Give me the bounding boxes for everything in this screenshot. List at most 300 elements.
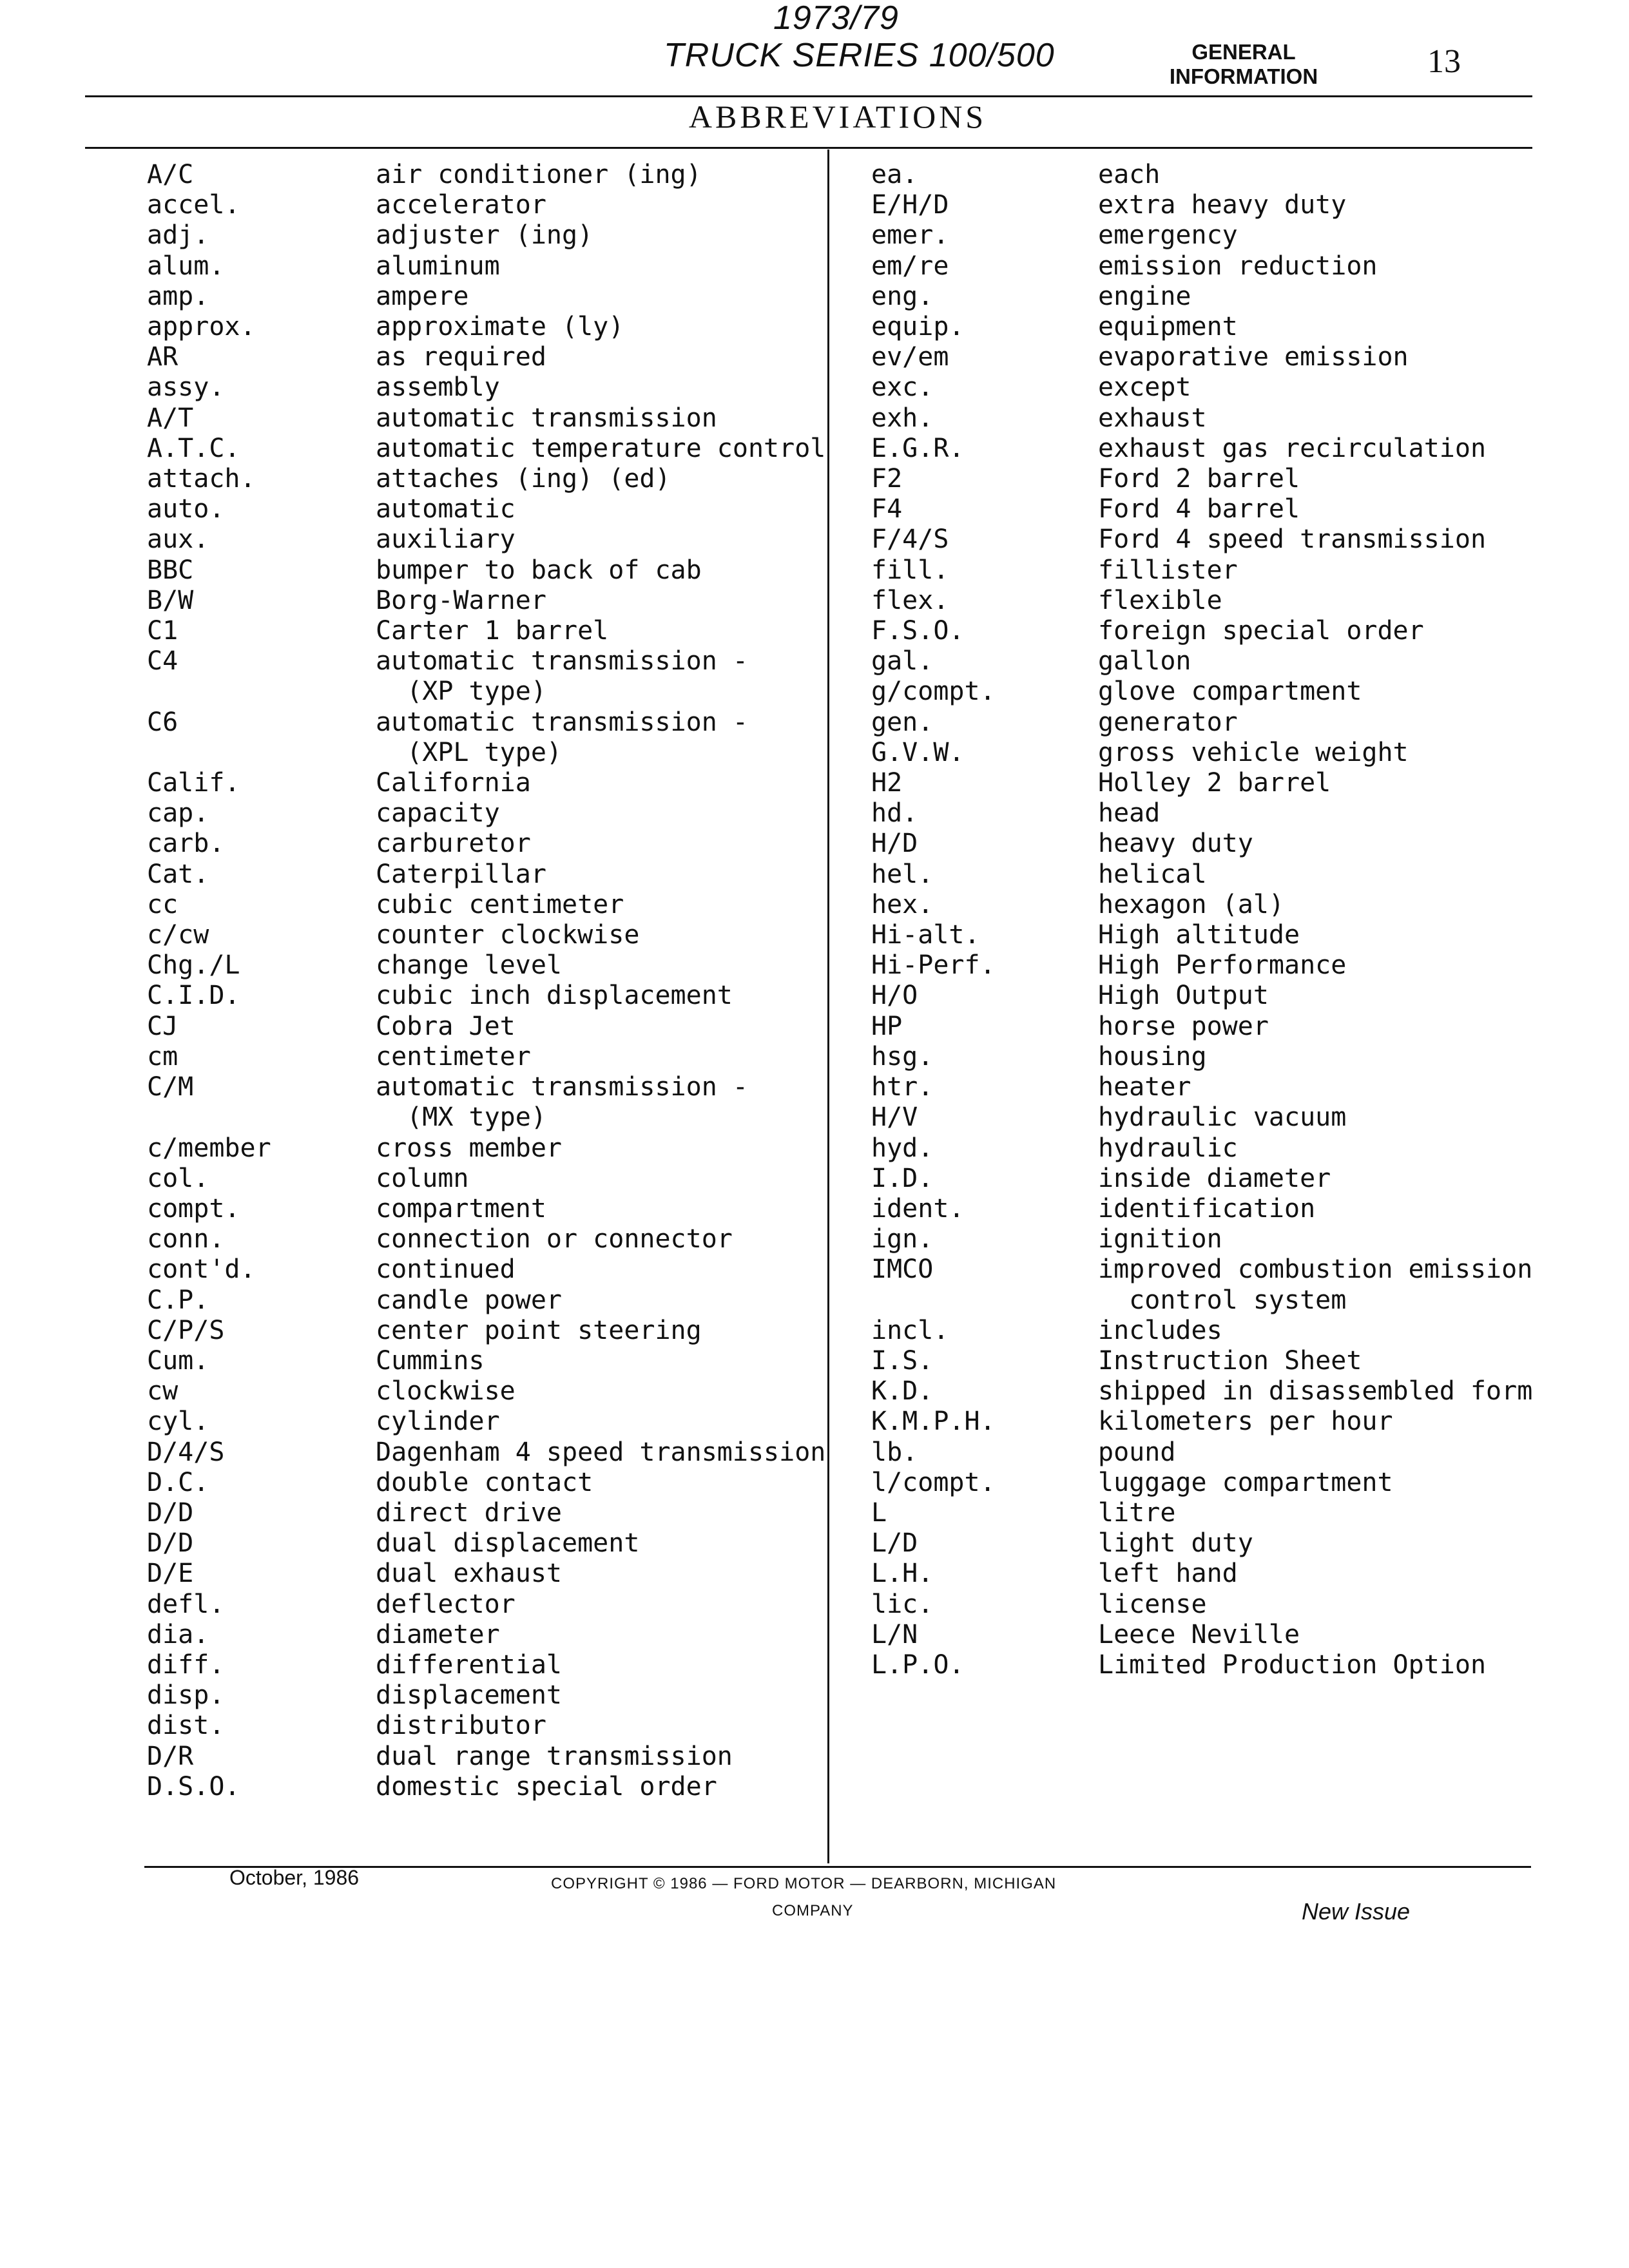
abbreviation-definition: flexible bbox=[1098, 585, 1222, 615]
abbreviation-definition: foreign special order bbox=[1098, 616, 1424, 646]
abbreviation-term: g/compt. bbox=[871, 677, 996, 707]
abbreviation-row bbox=[871, 403, 1593, 434]
abbreviation-term: BBC bbox=[147, 555, 194, 585]
abbreviation-definition: High Performance bbox=[1098, 950, 1347, 981]
abbreviation-term: c/member bbox=[147, 1133, 271, 1163]
abbreviation-definition: Ford 2 barrel bbox=[1098, 464, 1300, 494]
abbreviation-term: D.C. bbox=[147, 1467, 209, 1497]
abbreviation-row bbox=[147, 1437, 824, 1468]
abbreviation-row bbox=[147, 1194, 824, 1224]
abbreviation-term: A/T bbox=[147, 403, 194, 433]
abbreviation-row bbox=[147, 616, 824, 646]
abbreviation-term: L.P.O. bbox=[871, 1649, 965, 1680]
abbreviation-row bbox=[147, 1285, 824, 1316]
abbreviation-row bbox=[147, 1164, 824, 1194]
abbreviation-term: carb. bbox=[147, 829, 225, 859]
footer-copyright: COPYRIGHT © 1986 — FORD MOTOR — DEARBORN, MICHIGAN bbox=[551, 1875, 1057, 1892]
abbreviation-row bbox=[871, 1194, 1593, 1224]
header-series: TRUCK SERIES 100/500 bbox=[664, 37, 1055, 74]
abbreviation-term: aux. bbox=[147, 524, 209, 555]
abbreviation-definition: dual exhaust bbox=[376, 1559, 562, 1589]
abbreviation-definition: each bbox=[1098, 160, 1161, 189]
abbreviation-term: Calif. bbox=[147, 768, 240, 798]
abbreviation-row bbox=[871, 829, 1593, 859]
abbreviation-term: compt. bbox=[147, 1193, 240, 1224]
abbreviation-term: C/M bbox=[147, 1072, 194, 1102]
abbreviation-row bbox=[871, 1254, 1593, 1285]
abbreviation-row bbox=[147, 1498, 824, 1528]
abbreviation-term: D.S.O. bbox=[147, 1771, 240, 1802]
abbreviation-definition: hexagon (al) bbox=[1098, 889, 1284, 919]
abbreviation-row bbox=[871, 1407, 1593, 1437]
abbreviation-row bbox=[147, 1680, 824, 1711]
abbreviation-definition: kilometers per hour bbox=[1098, 1407, 1393, 1437]
abbreviation-row bbox=[147, 160, 824, 190]
abbreviation-definition: shipped in disassembled form bbox=[1098, 1376, 1533, 1407]
abbreviation-term: IMCO bbox=[871, 1254, 934, 1285]
abbreviation-definition: assembly bbox=[376, 372, 500, 403]
abbreviation-term: amp. bbox=[147, 281, 209, 311]
abbreviation-definition: bumper to back of cab bbox=[376, 555, 702, 585]
abbreviation-definition: automatic transmission bbox=[376, 403, 717, 433]
abbreviation-definition: High altitude bbox=[1098, 920, 1300, 950]
abbreviation-definition: litre bbox=[1098, 1497, 1176, 1528]
abbreviation-definition: generator bbox=[1098, 707, 1238, 737]
abbreviation-term: F2 bbox=[871, 464, 903, 494]
abbreviation-definition: California bbox=[376, 768, 531, 798]
abbreviation-term: dist. bbox=[147, 1711, 225, 1741]
abbreviation-definition: control system bbox=[1098, 1285, 1347, 1315]
abbreviation-term: flex. bbox=[871, 585, 949, 615]
abbreviation-term: equip. bbox=[871, 312, 965, 342]
abbreviation-term: L.H. bbox=[871, 1559, 934, 1589]
footer-company: COMPANY bbox=[772, 1902, 854, 1919]
abbreviation-definition: attaches (ing) (ed) bbox=[376, 464, 671, 494]
abbreviation-row bbox=[147, 251, 824, 282]
abbreviation-definition: approximate (ly) bbox=[376, 312, 624, 342]
abbreviation-row bbox=[147, 1042, 824, 1072]
abbreviation-term: lb. bbox=[871, 1437, 918, 1467]
abbreviation-row bbox=[147, 1559, 824, 1589]
abbreviation-definition: Instruction Sheet bbox=[1098, 1345, 1362, 1376]
abbreviation-term: E/H/D bbox=[871, 190, 949, 220]
abbreviation-term: alum. bbox=[147, 251, 225, 281]
abbreviation-row bbox=[871, 434, 1593, 464]
abbreviation-row bbox=[871, 555, 1593, 586]
abbreviation-row bbox=[871, 1528, 1593, 1559]
abbreviation-term: incl. bbox=[871, 1315, 949, 1345]
abbreviation-row bbox=[147, 950, 824, 981]
abbreviation-definition: domestic special order bbox=[376, 1771, 717, 1802]
abbreviation-row bbox=[147, 1316, 824, 1346]
abbreviation-definition: distributor bbox=[376, 1711, 546, 1741]
abbreviation-term: defl. bbox=[147, 1589, 225, 1619]
abbreviation-row bbox=[871, 1468, 1593, 1498]
abbreviation-definition: change level bbox=[376, 950, 562, 981]
abbreviation-term: L/N bbox=[871, 1619, 918, 1649]
abbreviation-definition: centimeter bbox=[376, 1041, 531, 1072]
abbreviation-definition: cubic inch displacement bbox=[376, 981, 733, 1011]
abbreviation-term: hd. bbox=[871, 798, 918, 829]
abbreviation-term: hel. bbox=[871, 859, 934, 889]
abbreviation-row bbox=[147, 768, 824, 798]
abbreviation-row bbox=[147, 981, 824, 1011]
abbreviation-row bbox=[147, 1102, 824, 1133]
abbreviation-row bbox=[147, 372, 824, 403]
abbreviation-term: D/D bbox=[147, 1497, 194, 1528]
abbreviation-row bbox=[871, 524, 1593, 555]
abbreviation-term: emer. bbox=[871, 220, 949, 251]
abbreviations-left-column bbox=[147, 160, 824, 1802]
abbreviation-definition: double contact bbox=[376, 1467, 593, 1497]
abbreviation-row bbox=[871, 1285, 1593, 1316]
abbreviation-row bbox=[147, 434, 824, 464]
abbreviation-row bbox=[871, 981, 1593, 1011]
abbreviation-row bbox=[871, 1620, 1593, 1650]
abbreviation-definition: luggage compartment bbox=[1098, 1467, 1393, 1497]
footer-issue: New Issue bbox=[1302, 1898, 1411, 1925]
abbreviation-definition: ignition bbox=[1098, 1224, 1222, 1254]
abbreviation-definition: hydraulic vacuum bbox=[1098, 1102, 1347, 1133]
abbreviation-row bbox=[147, 494, 824, 524]
abbreviation-definition: displacement bbox=[376, 1680, 562, 1711]
abbreviation-term: cw bbox=[147, 1376, 178, 1407]
abbreviation-term: C1 bbox=[147, 616, 178, 646]
abbreviation-term: cont'd. bbox=[147, 1254, 256, 1285]
abbreviation-row bbox=[871, 312, 1593, 342]
abbreviation-row bbox=[871, 738, 1593, 768]
abbreviation-row bbox=[871, 1498, 1593, 1528]
abbreviation-row bbox=[147, 829, 824, 859]
abbreviation-term: hyd. bbox=[871, 1133, 934, 1163]
abbreviation-row bbox=[871, 1012, 1593, 1042]
header-section-line1: GENERAL bbox=[1191, 40, 1296, 64]
abbreviation-row bbox=[871, 646, 1593, 677]
abbreviation-definition: improved combustion emission bbox=[1098, 1254, 1533, 1285]
abbreviation-row bbox=[871, 950, 1593, 981]
abbreviation-term: K.M.P.H. bbox=[871, 1407, 996, 1437]
abbreviation-definition: clockwise bbox=[376, 1376, 516, 1407]
abbreviation-term: assy. bbox=[147, 372, 225, 403]
abbreviation-definition: automatic transmission - bbox=[376, 1072, 748, 1102]
abbreviation-row bbox=[147, 586, 824, 616]
abbreviation-term: C/P/S bbox=[147, 1315, 225, 1345]
abbreviation-definition: Ford 4 barrel bbox=[1098, 494, 1300, 524]
abbreviation-definition: direct drive bbox=[376, 1497, 562, 1528]
abbreviation-definition: deflector bbox=[376, 1589, 516, 1619]
abbreviation-definition: emission reduction bbox=[1098, 251, 1378, 281]
abbreviation-row bbox=[147, 1620, 824, 1650]
abbreviation-definition: candle power bbox=[376, 1285, 562, 1315]
abbreviation-definition: dual displacement bbox=[376, 1528, 640, 1559]
abbreviation-definition: compartment bbox=[376, 1193, 546, 1224]
abbreviation-row bbox=[871, 860, 1593, 890]
abbreviation-term: C6 bbox=[147, 707, 178, 737]
abbreviation-row bbox=[147, 1224, 824, 1254]
abbreviation-row bbox=[147, 1012, 824, 1042]
abbreviation-row bbox=[871, 1437, 1593, 1468]
abbreviation-term: adj. bbox=[147, 220, 209, 251]
abbreviation-row bbox=[871, 1042, 1593, 1072]
abbreviation-term: exh. bbox=[871, 403, 934, 433]
abbreviation-row bbox=[147, 707, 824, 738]
abbreviation-definition: horse power bbox=[1098, 1011, 1269, 1041]
abbreviation-term: exc. bbox=[871, 372, 934, 403]
abbreviation-term: gal. bbox=[871, 646, 934, 677]
abbreviation-term: F.S.O. bbox=[871, 616, 965, 646]
abbreviation-row bbox=[871, 190, 1593, 220]
abbreviation-definition: cubic centimeter bbox=[376, 889, 624, 919]
abbreviation-definition: cross member bbox=[376, 1133, 562, 1163]
abbreviation-term: diff. bbox=[147, 1649, 225, 1680]
abbreviation-row bbox=[871, 677, 1593, 707]
abbreviation-definition: aluminum bbox=[376, 251, 500, 281]
abbreviation-definition: automatic transmission - bbox=[376, 646, 748, 677]
abbreviation-term: A/C bbox=[147, 160, 194, 189]
abbreviation-definition: accelerator bbox=[376, 190, 546, 220]
abbreviation-row bbox=[147, 1772, 824, 1802]
abbreviation-term: attach. bbox=[147, 464, 256, 494]
abbreviation-term: l/compt. bbox=[871, 1467, 996, 1497]
abbreviation-row bbox=[147, 1254, 824, 1285]
abbreviation-term: em/re bbox=[871, 251, 949, 281]
abbreviation-row bbox=[871, 1346, 1593, 1376]
header-rule bbox=[85, 95, 1532, 97]
abbreviation-term: c/cw bbox=[147, 920, 209, 950]
abbreviation-term: disp. bbox=[147, 1680, 225, 1711]
abbreviation-definition: emergency bbox=[1098, 220, 1238, 251]
abbreviation-definition: automatic temperature control bbox=[376, 433, 826, 463]
abbreviation-row bbox=[147, 1133, 824, 1164]
abbreviation-row bbox=[147, 860, 824, 890]
abbreviation-definition: ampere bbox=[376, 281, 469, 311]
abbreviation-row bbox=[147, 738, 824, 768]
abbreviation-row bbox=[871, 282, 1593, 312]
abbreviation-term: Hi-Perf. bbox=[871, 950, 996, 981]
abbreviation-term: C4 bbox=[147, 646, 178, 677]
abbreviation-term: D/4/S bbox=[147, 1437, 225, 1467]
abbreviation-row bbox=[871, 342, 1593, 372]
abbreviation-definition: (MX type) bbox=[376, 1102, 546, 1133]
abbreviation-row bbox=[147, 464, 824, 494]
abbreviation-term: F4 bbox=[871, 494, 903, 524]
abbreviation-term: Chg./L bbox=[147, 950, 240, 981]
abbreviation-term: dia. bbox=[147, 1619, 209, 1649]
abbreviation-term: gen. bbox=[871, 707, 934, 737]
abbreviation-definition: Carter 1 barrel bbox=[376, 616, 609, 646]
abbreviation-definition: left hand bbox=[1098, 1559, 1238, 1589]
abbreviation-row bbox=[147, 190, 824, 220]
abbreviation-definition: column bbox=[376, 1163, 469, 1193]
abbreviation-term: A.T.C. bbox=[147, 433, 240, 463]
header-section bbox=[1160, 40, 1327, 89]
abbreviation-term: approx. bbox=[147, 312, 256, 342]
abbreviation-term: htr. bbox=[871, 1072, 934, 1102]
header-years: 1973/79 bbox=[773, 0, 899, 37]
abbreviation-definition: auxiliary bbox=[376, 524, 516, 555]
abbreviation-row bbox=[147, 1072, 824, 1102]
abbreviation-definition: capacity bbox=[376, 798, 500, 829]
abbreviation-term: G.V.W. bbox=[871, 737, 965, 767]
abbreviation-term bbox=[871, 1285, 1098, 1316]
abbreviation-row bbox=[871, 1650, 1593, 1680]
abbreviation-definition: as required bbox=[376, 342, 546, 372]
abbreviation-row bbox=[871, 464, 1593, 494]
abbreviation-row bbox=[871, 890, 1593, 920]
abbreviation-definition: dual range transmission bbox=[376, 1741, 733, 1771]
abbreviation-definition: automatic bbox=[376, 494, 516, 524]
abbreviation-definition: Cummins bbox=[376, 1345, 485, 1376]
abbreviation-definition: includes bbox=[1098, 1315, 1222, 1345]
abbreviation-term: I.D. bbox=[871, 1163, 934, 1193]
abbreviation-term: K.D. bbox=[871, 1376, 934, 1407]
abbreviation-term: eng. bbox=[871, 281, 934, 311]
abbreviation-row bbox=[147, 1468, 824, 1498]
abbreviation-term: L bbox=[871, 1497, 887, 1528]
abbreviation-row bbox=[147, 312, 824, 342]
abbreviation-definition: automatic transmission - bbox=[376, 707, 748, 737]
abbreviation-definition: cylinder bbox=[376, 1407, 500, 1437]
abbreviation-row bbox=[871, 251, 1593, 282]
abbreviation-definition: housing bbox=[1098, 1041, 1207, 1072]
abbreviation-row bbox=[871, 1133, 1593, 1164]
abbreviation-row bbox=[871, 372, 1593, 403]
abbreviation-definition: carburetor bbox=[376, 829, 531, 859]
abbreviation-row bbox=[871, 1316, 1593, 1346]
abbreviation-definition: (XP type) bbox=[376, 677, 546, 707]
abbreviation-term: conn. bbox=[147, 1224, 225, 1254]
abbreviation-row bbox=[871, 160, 1593, 190]
abbreviation-term: I.S. bbox=[871, 1345, 934, 1376]
abbreviation-row bbox=[871, 220, 1593, 251]
abbreviation-term: H/O bbox=[871, 981, 918, 1011]
abbreviation-definition: heavy duty bbox=[1098, 829, 1253, 859]
abbreviation-row bbox=[871, 768, 1593, 798]
abbreviation-row bbox=[871, 1376, 1593, 1407]
abbreviation-term: auto. bbox=[147, 494, 225, 524]
abbreviation-term: C.P. bbox=[147, 1285, 209, 1315]
abbreviation-term: H/D bbox=[871, 829, 918, 859]
abbreviation-row bbox=[147, 1590, 824, 1620]
abbreviation-term: Cum. bbox=[147, 1345, 209, 1376]
abbreviation-term bbox=[147, 738, 376, 768]
abbreviation-term: cm bbox=[147, 1041, 178, 1072]
abbreviation-term: C.I.D. bbox=[147, 981, 240, 1011]
abbreviation-term: hsg. bbox=[871, 1041, 934, 1072]
abbreviation-term bbox=[147, 1102, 376, 1133]
abbreviation-definition: fillister bbox=[1098, 555, 1238, 585]
title-rule bbox=[85, 147, 1532, 149]
abbreviation-definition: Cobra Jet bbox=[376, 1011, 516, 1041]
abbreviation-row bbox=[147, 282, 824, 312]
abbreviation-definition: heater bbox=[1098, 1072, 1191, 1102]
abbreviation-row bbox=[147, 646, 824, 677]
abbreviation-term: AR bbox=[147, 342, 178, 372]
abbreviation-definition: differential bbox=[376, 1649, 562, 1680]
abbreviation-definition: center point steering bbox=[376, 1315, 702, 1345]
abbreviation-row bbox=[871, 586, 1593, 616]
abbreviation-term: cap. bbox=[147, 798, 209, 829]
abbreviation-definition: license bbox=[1098, 1589, 1207, 1619]
abbreviation-term: ident. bbox=[871, 1193, 965, 1224]
abbreviation-definition: evaporative emission bbox=[1098, 342, 1409, 372]
abbreviation-row bbox=[871, 1072, 1593, 1102]
abbreviation-definition: counter clockwise bbox=[376, 920, 640, 950]
abbreviation-row bbox=[147, 403, 824, 434]
abbreviation-row bbox=[871, 494, 1593, 524]
abbreviation-term: accel. bbox=[147, 190, 240, 220]
abbreviation-term: lic. bbox=[871, 1589, 934, 1619]
abbreviation-definition: diameter bbox=[376, 1619, 500, 1649]
column-divider bbox=[827, 149, 829, 1863]
abbreviation-definition: glove compartment bbox=[1098, 677, 1362, 707]
abbreviation-definition: (XPL type) bbox=[376, 737, 562, 767]
abbreviation-row bbox=[147, 890, 824, 920]
abbreviation-definition: High Output bbox=[1098, 981, 1269, 1011]
page-number: 13 bbox=[1427, 43, 1461, 80]
abbreviation-definition: Ford 4 speed transmission bbox=[1098, 524, 1487, 555]
abbreviation-term: HP bbox=[871, 1011, 903, 1041]
abbreviation-row bbox=[147, 555, 824, 586]
abbreviation-definition: helical bbox=[1098, 859, 1207, 889]
abbreviation-term: col. bbox=[147, 1163, 209, 1193]
abbreviation-row bbox=[147, 1407, 824, 1437]
abbreviation-definition: continued bbox=[376, 1254, 516, 1285]
abbreviation-term: B/W bbox=[147, 585, 194, 615]
header-section-line2: INFORMATION bbox=[1169, 64, 1318, 88]
abbreviation-definition: exhaust bbox=[1098, 403, 1207, 433]
abbreviation-definition: Limited Production Option bbox=[1098, 1649, 1487, 1680]
abbreviation-row bbox=[871, 1559, 1593, 1589]
abbreviation-term: cyl. bbox=[147, 1407, 209, 1437]
abbreviation-definition: Leece Neville bbox=[1098, 1619, 1300, 1649]
abbreviation-definition: extra heavy duty bbox=[1098, 190, 1347, 220]
abbreviation-term: Cat. bbox=[147, 859, 209, 889]
abbreviation-definition: identification bbox=[1098, 1193, 1316, 1224]
abbreviation-row bbox=[871, 1590, 1593, 1620]
abbreviation-term: ev/em bbox=[871, 342, 949, 372]
abbreviation-row bbox=[147, 220, 824, 251]
page-title: ABBREVIATIONS bbox=[688, 99, 987, 135]
footer-date: October, 1986 bbox=[229, 1866, 360, 1889]
abbreviation-definition: Holley 2 barrel bbox=[1098, 768, 1331, 798]
abbreviation-term: fill. bbox=[871, 555, 949, 585]
abbreviation-definition: light duty bbox=[1098, 1528, 1253, 1559]
abbreviation-row bbox=[871, 920, 1593, 950]
abbreviation-row bbox=[147, 1650, 824, 1680]
abbreviation-term bbox=[147, 677, 376, 707]
abbreviation-row bbox=[871, 707, 1593, 738]
abbreviation-term: L/D bbox=[871, 1528, 918, 1559]
abbreviation-row bbox=[871, 616, 1593, 646]
abbreviation-term: ign. bbox=[871, 1224, 934, 1254]
abbreviation-term: Hi-alt. bbox=[871, 920, 980, 950]
abbreviation-definition: except bbox=[1098, 372, 1191, 403]
abbreviation-row bbox=[147, 1346, 824, 1376]
abbreviation-term: H2 bbox=[871, 768, 903, 798]
abbreviation-row bbox=[871, 1164, 1593, 1194]
abbreviation-term: CJ bbox=[147, 1011, 178, 1041]
abbreviation-definition: gross vehicle weight bbox=[1098, 737, 1409, 767]
abbreviation-definition: air conditioner (ing) bbox=[376, 160, 702, 189]
abbreviation-definition: exhaust gas recirculation bbox=[1098, 433, 1487, 463]
abbreviation-row bbox=[147, 1742, 824, 1772]
abbreviation-term: E.G.R. bbox=[871, 433, 965, 463]
abbreviation-definition: Dagenham 4 speed transmission bbox=[376, 1437, 826, 1467]
abbreviation-row bbox=[147, 920, 824, 950]
abbreviation-definition: connection or connector bbox=[376, 1224, 733, 1254]
abbreviation-row bbox=[147, 342, 824, 372]
